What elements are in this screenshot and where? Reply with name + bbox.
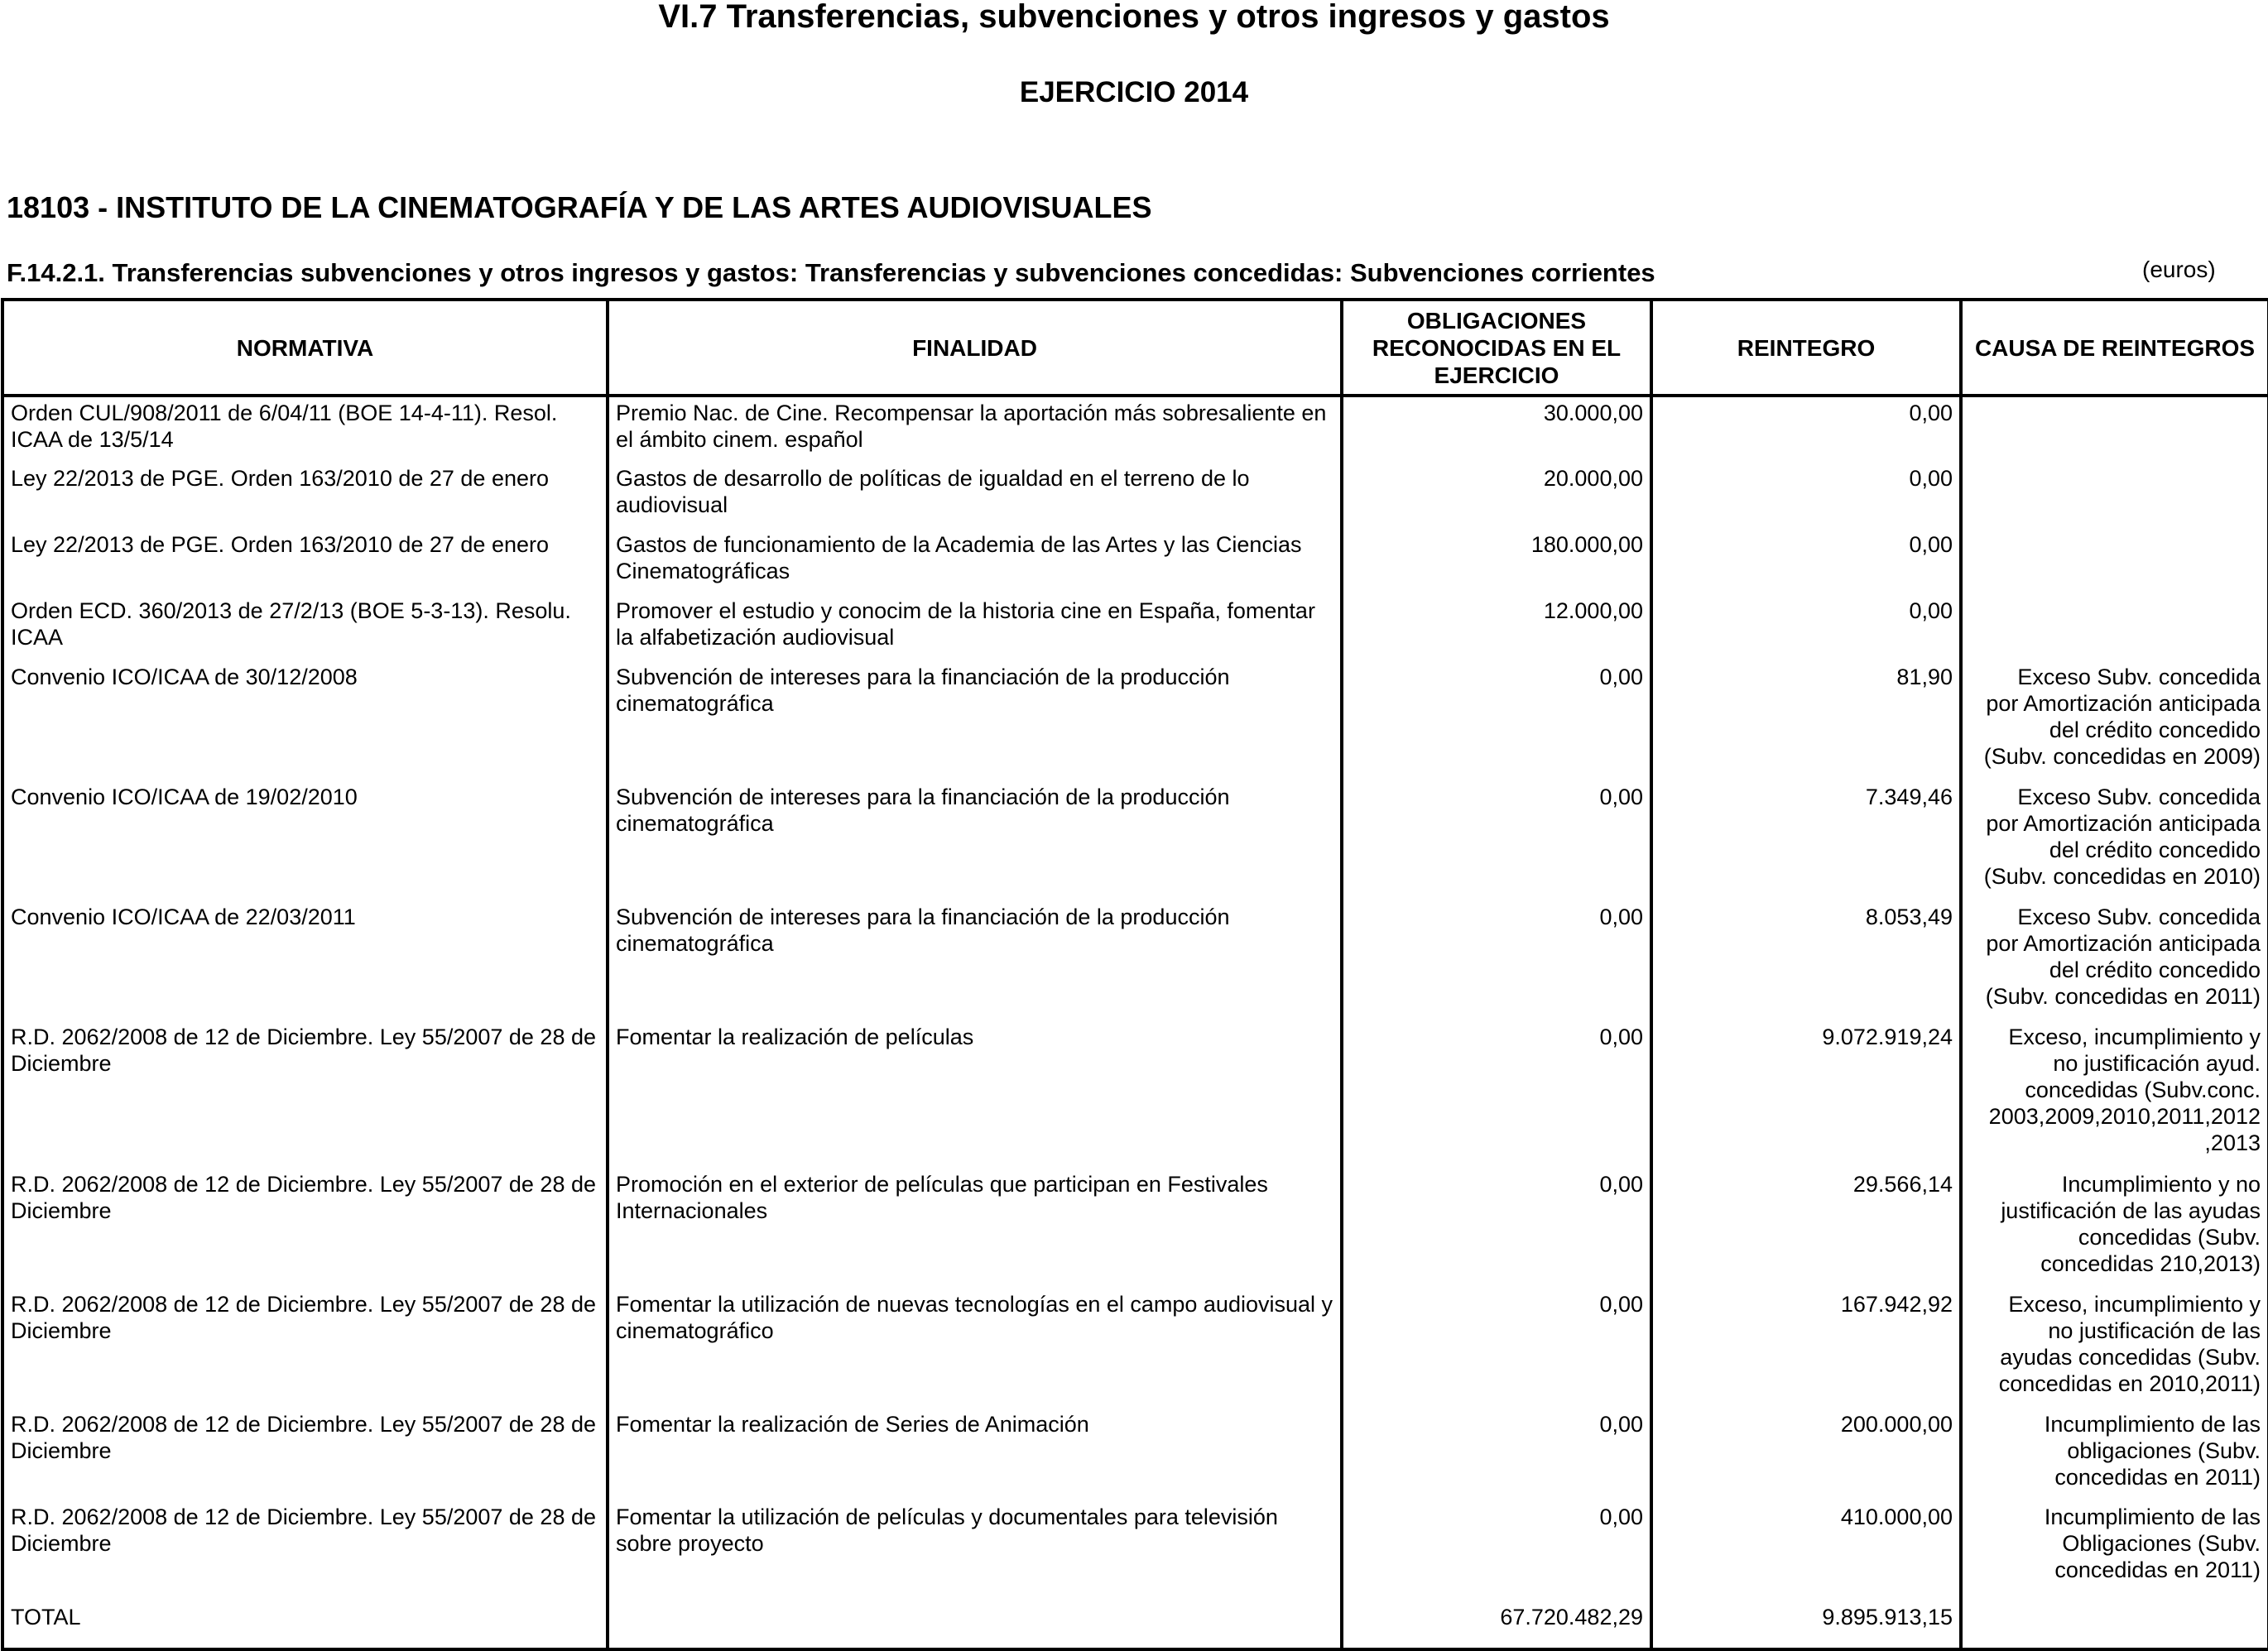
causa-line: Exceso, incumplimiento y — [2008, 1292, 2261, 1317]
exercise-year: EJERCICIO 2014 — [1019, 76, 1249, 108]
table-row — [2, 1169, 2268, 1289]
col-header-causa: CAUSA DE REINTEGROS — [1961, 300, 2268, 396]
cell-causa — [1961, 1289, 2268, 1409]
cell-finalidad: Fomentar la realización de Series de Animación — [608, 1409, 1342, 1501]
causa-line: concedidas (Subv. — [2078, 1225, 2261, 1250]
cell-reintegro: 9.072.919,24 — [1651, 1021, 1961, 1169]
section-title: F.14.2.1. Transferencias subvenciones y otros ingresos y gastos: Transferencias y subvenciones concedidas: Subvenciones corrientes — [7, 258, 1655, 287]
cell-obligaciones: 0,00 — [1342, 1409, 1651, 1501]
cell-finalidad: Subvención de intereses para la financiación de la producción cinematográfica — [608, 901, 1342, 1021]
cell-obligaciones: 30.000,00 — [1342, 396, 1651, 463]
cell-reintegro: 0,00 — [1651, 529, 1961, 595]
causa-line: justificación de las ayudas — [2001, 1198, 2261, 1223]
causa-line: (Subv. concedidas en 2009) — [1983, 744, 2261, 769]
cell-normativa: Ley 22/2013 de PGE. Orden 163/2010 de 27 de enero — [2, 463, 608, 529]
causa-line: del crédito concedido — [2049, 718, 2261, 742]
cell-finalidad: Subvención de intereses para la financiación de la producción cinematográfica — [608, 781, 1342, 901]
cell-normativa: Orden ECD. 360/2013 de 27/2/13 (BOE 5-3-13). Resolu. ICAA — [2, 595, 608, 661]
causa-line: obligaciones (Subv. — [2067, 1438, 2261, 1463]
causa-line: Exceso Subv. concedida — [2017, 665, 2261, 689]
causa-line: por Amortización anticipada — [1986, 931, 2261, 956]
cell-obligaciones: 20.000,00 — [1342, 463, 1651, 529]
cell-finalidad: Fomentar la realización de películas — [608, 1021, 1342, 1169]
cell-reintegro: 7.349,46 — [1651, 781, 1961, 901]
causa-line: Incumplimiento de las — [2044, 1412, 2261, 1437]
total-obligaciones: 67.720.482,29 — [1342, 1594, 1651, 1649]
cell-obligaciones: 0,00 — [1342, 1169, 1651, 1289]
table-row — [2, 463, 2268, 529]
cell-finalidad: Promover el estudio y conocim de la historia cine en España, fomentar la alfabetización audiovisual — [608, 595, 1342, 661]
table-body — [2, 396, 2268, 1649]
causa-line: concedidas 210,2013) — [2040, 1251, 2261, 1276]
cell-reintegro: 200.000,00 — [1651, 1409, 1961, 1501]
cell-reintegro: 8.053,49 — [1651, 901, 1961, 1021]
causa-line: concedidas (Subv.conc. — [2025, 1077, 2261, 1102]
cell-normativa: R.D. 2062/2008 de 12 de Diciembre. Ley 55/2007 de 28 de Diciembre — [2, 1021, 608, 1169]
cell-reintegro: 410.000,00 — [1651, 1501, 1961, 1594]
total-finalidad-empty — [608, 1594, 1342, 1649]
causa-line: del crédito concedido — [2049, 837, 2261, 862]
cell-reintegro: 0,00 — [1651, 463, 1961, 529]
causa-line: ,2013 — [2204, 1130, 2261, 1155]
table-row — [2, 595, 2268, 661]
cell-obligaciones: 0,00 — [1342, 781, 1651, 901]
cell-reintegro: 0,00 — [1651, 595, 1961, 661]
cell-obligaciones: 0,00 — [1342, 901, 1651, 1021]
causa-line: ayudas concedidas (Subv. — [2000, 1345, 2261, 1370]
table-row — [2, 661, 2268, 781]
causa-line: concedidas en 2010,2011) — [1998, 1371, 2261, 1396]
table-row — [2, 396, 2268, 463]
cell-finalidad: Fomentar la utilización de películas y documentales para televisión sobre proyecto — [608, 1501, 1342, 1594]
cell-causa — [1961, 901, 2268, 1021]
causa-line: Exceso Subv. concedida — [2017, 905, 2261, 929]
cell-causa — [1961, 1021, 2268, 1169]
cell-finalidad: Gastos de funcionamiento de la Academia de las Artes y las Ciencias Cinematográficas — [608, 529, 1342, 595]
cell-reintegro: 0,00 — [1651, 396, 1961, 463]
cell-obligaciones: 0,00 — [1342, 1289, 1651, 1409]
cell-causa — [1961, 396, 2268, 463]
causa-line: no justificación ayud. — [2053, 1051, 2261, 1076]
cell-finalidad: Gastos de desarrollo de políticas de igualdad en el terreno de lo audiovisual — [608, 463, 1342, 529]
cell-causa — [1961, 595, 2268, 661]
col-header-normativa: NORMATIVA — [2, 300, 608, 396]
cell-reintegro: 29.566,14 — [1651, 1169, 1961, 1289]
table-row — [2, 1409, 2268, 1501]
units-label: (euros) — [2142, 257, 2216, 282]
cell-normativa: Orden CUL/908/2011 de 6/04/11 (BOE 14-4-11). Resol. ICAA de 13/5/14 — [2, 396, 608, 463]
cell-normativa: R.D. 2062/2008 de 12 de Diciembre. Ley 55/2007 de 28 de Diciembre — [2, 1169, 608, 1289]
causa-line: Incumplimiento y no — [2061, 1172, 2261, 1197]
subsidies-table — [1, 298, 2268, 1651]
cell-normativa: R.D. 2062/2008 de 12 de Diciembre. Ley 55/2007 de 28 de Diciembre — [2, 1289, 608, 1409]
causa-line: concedidas en 2011) — [2054, 1557, 2261, 1582]
total-label: TOTAL — [2, 1594, 608, 1649]
cell-normativa: R.D. 2062/2008 de 12 de Diciembre. Ley 55/2007 de 28 de Diciembre — [2, 1409, 608, 1501]
cell-causa — [1961, 1409, 2268, 1501]
cell-reintegro: 81,90 — [1651, 661, 1961, 781]
cell-causa — [1961, 529, 2268, 595]
table-row — [2, 901, 2268, 1021]
cell-finalidad: Premio Nac. de Cine. Recompensar la aportación más sobresaliente en el ámbito cinem. español — [608, 396, 1342, 463]
cell-normativa: Convenio ICO/ICAA de 22/03/2011 — [2, 901, 608, 1021]
table-header-row — [2, 300, 2268, 396]
causa-line: Exceso, incumplimiento y — [2008, 1025, 2261, 1049]
causa-line: Incumplimiento de las — [2044, 1505, 2261, 1529]
causa-line: por Amortización anticipada — [1986, 691, 2261, 716]
cell-finalidad: Subvención de intereses para la financiación de la producción cinematográfica — [608, 661, 1342, 781]
causa-line: no justificación de las — [2048, 1318, 2261, 1343]
entity-heading: 18103 - INSTITUTO DE LA CINEMATOGRAFÍA Y DE LAS ARTES AUDIOVISUALES — [7, 190, 1152, 224]
causa-line: por Amortización anticipada — [1986, 811, 2261, 836]
col-header-reintegro: REINTEGRO — [1651, 300, 1961, 396]
causa-line: concedidas en 2011) — [2054, 1465, 2261, 1490]
causa-line: Exceso Subv. concedida — [2017, 785, 2261, 809]
cell-obligaciones: 0,00 — [1342, 1501, 1651, 1594]
causa-line: (Subv. concedidas en 2010) — [1983, 864, 2261, 889]
total-reintegro: 9.895.913,15 — [1651, 1594, 1961, 1649]
cell-normativa: Ley 22/2013 de PGE. Orden 163/2010 de 27 de enero — [2, 529, 608, 595]
cell-causa — [1961, 1501, 2268, 1594]
cell-reintegro: 167.942,92 — [1651, 1289, 1961, 1409]
cell-causa — [1961, 1169, 2268, 1289]
cell-normativa: Convenio ICO/ICAA de 30/12/2008 — [2, 661, 608, 781]
table-row — [2, 529, 2268, 595]
causa-line: 2003,2009,2010,2011,2012 — [1988, 1104, 2261, 1129]
col-header-finalidad: FINALIDAD — [608, 300, 1342, 396]
total-row — [2, 1594, 2268, 1649]
cell-causa — [1961, 661, 2268, 781]
table-row — [2, 1289, 2268, 1409]
total-causa-empty — [1961, 1594, 2268, 1649]
cell-finalidad: Promoción en el exterior de películas que participan en Festivales Internacionales — [608, 1169, 1342, 1289]
table-row — [2, 1501, 2268, 1594]
table-row — [2, 781, 2268, 901]
cell-causa — [1961, 781, 2268, 901]
cell-obligaciones: 180.000,00 — [1342, 529, 1651, 595]
cell-obligaciones: 0,00 — [1342, 661, 1651, 781]
cell-causa — [1961, 463, 2268, 529]
cell-obligaciones: 12.000,00 — [1342, 595, 1651, 661]
causa-line: Obligaciones (Subv. — [2062, 1531, 2261, 1556]
col-header-obligaciones: OBLIGACIONES RECONOCIDAS EN EL EJERCICIO — [1342, 300, 1651, 396]
cell-obligaciones: 0,00 — [1342, 1021, 1651, 1169]
cell-normativa: Convenio ICO/ICAA de 19/02/2010 — [2, 781, 608, 901]
cell-normativa: R.D. 2062/2008 de 12 de Diciembre. Ley 55/2007 de 28 de Diciembre — [2, 1501, 608, 1594]
causa-line: del crédito concedido — [2049, 957, 2261, 982]
causa-line: (Subv. concedidas en 2011) — [1985, 984, 2261, 1009]
table-row — [2, 1021, 2268, 1169]
page-title: VI.7 Transferencias, subvenciones y otros ingresos y gastos — [658, 0, 1610, 35]
cell-finalidad: Fomentar la utilización de nuevas tecnologías en el campo audiovisual y cinematográfico — [608, 1289, 1342, 1409]
